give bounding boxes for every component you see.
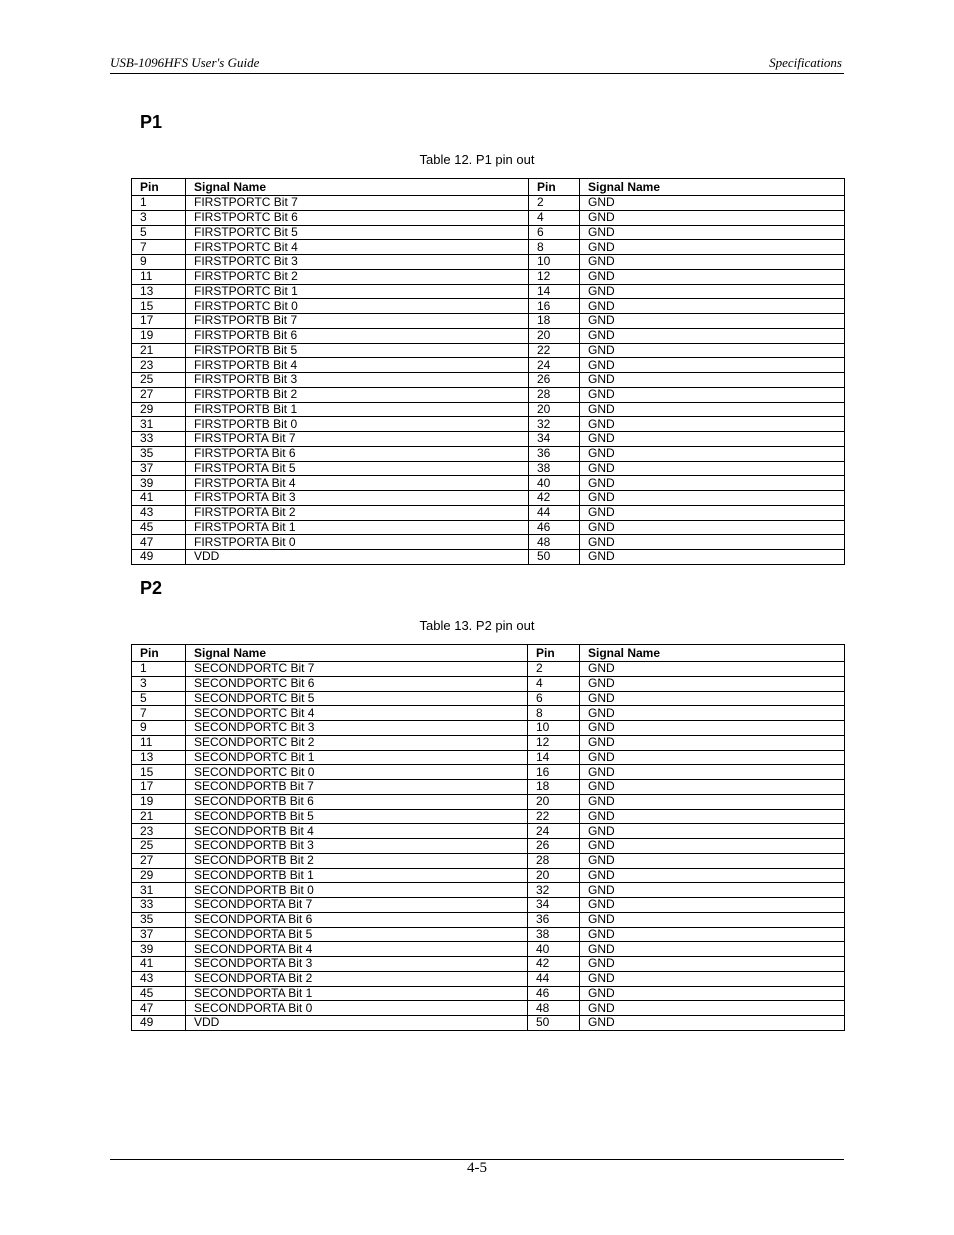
table-caption-p1: Table 12. P1 pin out <box>419 152 535 167</box>
pin-cell: 29 <box>132 868 186 883</box>
signal-name-cell: GND <box>580 927 845 942</box>
table-row <box>132 1001 845 1016</box>
signal-name-cell: VDD <box>186 550 529 565</box>
table-row <box>132 476 845 491</box>
pin-cell: 27 <box>132 387 186 402</box>
pin-cell: 40 <box>529 476 580 491</box>
signal-name-cell: GND <box>580 491 845 506</box>
pin-cell: 24 <box>529 358 580 373</box>
signal-name-cell: SECONDPORTA Bit 1 <box>186 986 528 1001</box>
signal-name-cell: SECONDPORTA Bit 4 <box>186 942 528 957</box>
signal-name-cell: GND <box>580 676 845 691</box>
pin-cell: 19 <box>132 794 186 809</box>
pin-cell: 21 <box>132 343 186 358</box>
pin-cell: 40 <box>528 942 580 957</box>
pin-cell: 9 <box>132 255 186 270</box>
table-row <box>132 520 845 535</box>
table-row <box>132 662 845 677</box>
table-row <box>132 780 845 795</box>
signal-name-cell: GND <box>580 898 845 913</box>
pin-cell: 1 <box>132 196 186 211</box>
table-row <box>132 269 845 284</box>
pin-cell: 13 <box>132 284 186 299</box>
pin-cell: 20 <box>528 868 580 883</box>
pin-cell: 8 <box>528 706 580 721</box>
table-row <box>132 255 845 270</box>
pin-cell: 7 <box>132 240 186 255</box>
table-row <box>132 402 845 417</box>
pin-cell: 39 <box>132 476 186 491</box>
pin-cell: 10 <box>529 255 580 270</box>
pin-cell: 26 <box>529 373 580 388</box>
signal-name-cell: FIRSTPORTA Bit 2 <box>186 505 529 520</box>
pin-cell: 12 <box>529 269 580 284</box>
column-header-pin: Pin <box>132 179 186 196</box>
signal-name-cell: SECONDPORTB Bit 6 <box>186 794 528 809</box>
pin-cell: 36 <box>529 446 580 461</box>
signal-name-cell: GND <box>580 299 845 314</box>
signal-name-cell: GND <box>580 1016 845 1031</box>
pin-cell: 11 <box>132 735 186 750</box>
pin-cell: 6 <box>528 691 580 706</box>
signal-name-cell: GND <box>580 853 845 868</box>
pin-cell: 7 <box>132 706 186 721</box>
signal-name-cell: FIRSTPORTC Bit 3 <box>186 255 529 270</box>
signal-name-cell: SECONDPORTA Bit 6 <box>186 912 528 927</box>
signal-name-cell: GND <box>580 868 845 883</box>
pin-cell: 39 <box>132 942 186 957</box>
table-row <box>132 550 845 565</box>
pin-cell: 10 <box>528 721 580 736</box>
signal-name-cell: SECONDPORTB Bit 1 <box>186 868 528 883</box>
pin-cell: 43 <box>132 505 186 520</box>
pin-cell: 44 <box>529 505 580 520</box>
signal-name-cell: SECONDPORTC Bit 0 <box>186 765 528 780</box>
table-row <box>132 491 845 506</box>
signal-name-cell: GND <box>580 520 845 535</box>
pin-cell: 13 <box>132 750 186 765</box>
signal-name-cell: FIRSTPORTB Bit 4 <box>186 358 529 373</box>
pin-cell: 1 <box>132 662 186 677</box>
pin-cell: 28 <box>529 387 580 402</box>
pin-cell: 48 <box>529 535 580 550</box>
pin-cell: 15 <box>132 299 186 314</box>
pin-cell: 17 <box>132 780 186 795</box>
signal-name-cell: SECONDPORTC Bit 6 <box>186 676 528 691</box>
signal-name-cell: SECONDPORTC Bit 4 <box>186 706 528 721</box>
column-header-pin: Pin <box>132 645 186 662</box>
pin-cell: 29 <box>132 402 186 417</box>
table-row <box>132 794 845 809</box>
pin-cell: 43 <box>132 971 186 986</box>
table-row <box>132 691 845 706</box>
table-header-row <box>132 179 845 196</box>
signal-name-cell: GND <box>580 255 845 270</box>
table-row <box>132 765 845 780</box>
table-row <box>132 373 845 388</box>
section-heading-p2: P2 <box>140 578 163 598</box>
running-header-section: Specifications <box>769 55 842 70</box>
pin-cell: 33 <box>132 432 186 447</box>
signal-name-cell: SECONDPORTA Bit 7 <box>186 898 528 913</box>
signal-name-cell: GND <box>580 662 845 677</box>
signal-name-cell: GND <box>580 824 845 839</box>
signal-name-cell: FIRSTPORTA Bit 0 <box>186 535 529 550</box>
pin-cell: 41 <box>132 957 186 972</box>
table-row <box>132 721 845 736</box>
pin-cell: 35 <box>132 446 186 461</box>
table-row <box>132 196 845 211</box>
signal-name-cell: FIRSTPORTC Bit 7 <box>186 196 529 211</box>
signal-name-cell: SECONDPORTA Bit 3 <box>186 957 528 972</box>
signal-name-cell: FIRSTPORTA Bit 4 <box>186 476 529 491</box>
table-row <box>132 883 845 898</box>
signal-name-cell: FIRSTPORTB Bit 0 <box>186 417 529 432</box>
pin-cell: 12 <box>528 735 580 750</box>
signal-name-cell: GND <box>580 912 845 927</box>
table-row <box>132 957 845 972</box>
table-row <box>132 853 845 868</box>
signal-name-cell: FIRSTPORTC Bit 0 <box>186 299 529 314</box>
signal-name-cell: GND <box>580 550 845 565</box>
column-header-signal-name: Signal Name <box>580 645 845 662</box>
signal-name-cell: SECONDPORTC Bit 1 <box>186 750 528 765</box>
table-row <box>132 706 845 721</box>
table-row <box>132 225 845 240</box>
pin-cell: 41 <box>132 491 186 506</box>
signal-name-cell: GND <box>580 417 845 432</box>
signal-name-cell: GND <box>580 446 845 461</box>
table-row <box>132 446 845 461</box>
table-row <box>132 1016 845 1031</box>
pin-cell: 15 <box>132 765 186 780</box>
table-row <box>132 461 845 476</box>
pin-cell: 5 <box>132 691 186 706</box>
table-row <box>132 417 845 432</box>
pin-cell: 25 <box>132 839 186 854</box>
signal-name-cell: GND <box>580 373 845 388</box>
signal-name-cell: FIRSTPORTC Bit 1 <box>186 284 529 299</box>
pin-cell: 26 <box>528 839 580 854</box>
pin-cell: 33 <box>132 898 186 913</box>
signal-name-cell: FIRSTPORTA Bit 6 <box>186 446 529 461</box>
pin-cell: 37 <box>132 927 186 942</box>
table-row <box>132 535 845 550</box>
pin-cell: 6 <box>529 225 580 240</box>
pin-cell: 22 <box>529 343 580 358</box>
pin-cell: 2 <box>528 662 580 677</box>
signal-name-cell: GND <box>580 240 845 255</box>
table-row <box>132 358 845 373</box>
table-header-row <box>132 645 845 662</box>
table-row <box>132 898 845 913</box>
running-header-title: USB-1096HFS User's Guide <box>110 55 260 70</box>
signal-name-cell: FIRSTPORTC Bit 6 <box>186 210 529 225</box>
signal-name-cell: GND <box>580 284 845 299</box>
pin-cell: 22 <box>528 809 580 824</box>
pin-cell: 4 <box>529 210 580 225</box>
pin-cell: 18 <box>528 780 580 795</box>
pin-cell: 47 <box>132 1001 186 1016</box>
table-row <box>132 750 845 765</box>
column-header-signal-name: Signal Name <box>580 179 845 196</box>
table-row <box>132 986 845 1001</box>
pin-cell: 16 <box>528 765 580 780</box>
pin-cell: 50 <box>528 1016 580 1031</box>
signal-name-cell: GND <box>580 505 845 520</box>
signal-name-cell: FIRSTPORTA Bit 3 <box>186 491 529 506</box>
signal-name-cell: SECONDPORTC Bit 3 <box>186 721 528 736</box>
pin-cell: 46 <box>528 986 580 1001</box>
pin-cell: 23 <box>132 824 186 839</box>
signal-name-cell: GND <box>580 942 845 957</box>
table-row <box>132 676 845 691</box>
pin-cell: 2 <box>529 196 580 211</box>
signal-name-cell: GND <box>580 809 845 824</box>
signal-name-cell: GND <box>580 957 845 972</box>
table-row <box>132 927 845 942</box>
pin-cell: 34 <box>529 432 580 447</box>
pin-cell: 45 <box>132 520 186 535</box>
column-header-signal-name: Signal Name <box>186 179 529 196</box>
signal-name-cell: GND <box>580 721 845 736</box>
pin-cell: 50 <box>529 550 580 565</box>
pin-cell: 32 <box>529 417 580 432</box>
column-header-pin: Pin <box>528 645 580 662</box>
signal-name-cell: GND <box>580 691 845 706</box>
signal-name-cell: FIRSTPORTB Bit 7 <box>186 314 529 329</box>
table-row <box>132 314 845 329</box>
signal-name-cell: GND <box>580 535 845 550</box>
table-row <box>132 387 845 402</box>
pin-cell: 42 <box>528 957 580 972</box>
signal-name-cell: GND <box>580 706 845 721</box>
pin-cell: 17 <box>132 314 186 329</box>
table-row <box>132 809 845 824</box>
pin-cell: 20 <box>529 328 580 343</box>
signal-name-cell: SECONDPORTB Bit 5 <box>186 809 528 824</box>
table-caption-p2: Table 13. P2 pin out <box>419 618 535 633</box>
signal-name-cell: GND <box>580 476 845 491</box>
pin-cell: 46 <box>529 520 580 535</box>
page-number: 4-5 <box>467 1160 487 1176</box>
signal-name-cell: GND <box>580 883 845 898</box>
pin-cell: 28 <box>528 853 580 868</box>
table-row <box>132 505 845 520</box>
column-header-signal-name: Signal Name <box>186 645 528 662</box>
pin-cell: 38 <box>528 927 580 942</box>
pin-cell: 44 <box>528 971 580 986</box>
signal-name-cell: GND <box>580 314 845 329</box>
table-row <box>132 328 845 343</box>
pin-cell: 36 <box>528 912 580 927</box>
pin-cell: 21 <box>132 809 186 824</box>
signal-name-cell: SECONDPORTA Bit 2 <box>186 971 528 986</box>
signal-name-cell: SECONDPORTC Bit 7 <box>186 662 528 677</box>
pin-cell: 9 <box>132 721 186 736</box>
table-row <box>132 284 845 299</box>
pin-cell: 32 <box>528 883 580 898</box>
signal-name-cell: FIRSTPORTB Bit 2 <box>186 387 529 402</box>
pin-cell: 42 <box>529 491 580 506</box>
signal-name-cell: SECONDPORTB Bit 3 <box>186 839 528 854</box>
signal-name-cell: GND <box>580 358 845 373</box>
signal-name-cell: GND <box>580 839 845 854</box>
table-row <box>132 942 845 957</box>
pin-cell: 37 <box>132 461 186 476</box>
signal-name-cell: GND <box>580 750 845 765</box>
signal-name-cell: GND <box>580 780 845 795</box>
pin-cell: 23 <box>132 358 186 373</box>
signal-name-cell: GND <box>580 328 845 343</box>
signal-name-cell: FIRSTPORTC Bit 4 <box>186 240 529 255</box>
signal-name-cell: GND <box>580 387 845 402</box>
signal-name-cell: SECONDPORTA Bit 5 <box>186 927 528 942</box>
table-row <box>132 912 845 927</box>
pin-cell: 11 <box>132 269 186 284</box>
pin-cell: 35 <box>132 912 186 927</box>
pin-cell: 4 <box>528 676 580 691</box>
pin-cell: 31 <box>132 883 186 898</box>
signal-name-cell: GND <box>580 269 845 284</box>
pin-cell: 3 <box>132 210 186 225</box>
column-header-pin: Pin <box>529 179 580 196</box>
pin-cell: 20 <box>529 402 580 417</box>
table-row <box>132 868 845 883</box>
signal-name-cell: FIRSTPORTB Bit 6 <box>186 328 529 343</box>
signal-name-cell: VDD <box>186 1016 528 1031</box>
section-heading-p1: P1 <box>140 112 163 132</box>
pin-cell: 19 <box>132 328 186 343</box>
signal-name-cell: SECONDPORTB Bit 4 <box>186 824 528 839</box>
table-row <box>132 971 845 986</box>
table-row <box>132 299 845 314</box>
signal-name-cell: FIRSTPORTA Bit 7 <box>186 432 529 447</box>
pin-cell: 45 <box>132 986 186 1001</box>
pin-cell: 25 <box>132 373 186 388</box>
signal-name-cell: FIRSTPORTB Bit 3 <box>186 373 529 388</box>
pin-cell: 34 <box>528 898 580 913</box>
pinout-table-p2 <box>131 644 845 1031</box>
pin-cell: 14 <box>528 750 580 765</box>
table-row <box>132 839 845 854</box>
signal-name-cell: GND <box>580 461 845 476</box>
signal-name-cell: GND <box>580 402 845 417</box>
table-row <box>132 735 845 750</box>
pin-cell: 3 <box>132 676 186 691</box>
signal-name-cell: SECONDPORTC Bit 2 <box>186 735 528 750</box>
signal-name-cell: FIRSTPORTC Bit 5 <box>186 225 529 240</box>
signal-name-cell: GND <box>580 986 845 1001</box>
table-row <box>132 240 845 255</box>
signal-name-cell: GND <box>580 765 845 780</box>
signal-name-cell: FIRSTPORTC Bit 2 <box>186 269 529 284</box>
pin-cell: 14 <box>529 284 580 299</box>
signal-name-cell: FIRSTPORTA Bit 1 <box>186 520 529 535</box>
signal-name-cell: GND <box>580 735 845 750</box>
header-rule <box>110 73 844 74</box>
pin-cell: 31 <box>132 417 186 432</box>
signal-name-cell: SECONDPORTA Bit 0 <box>186 1001 528 1016</box>
table-row <box>132 210 845 225</box>
pin-cell: 20 <box>528 794 580 809</box>
pinout-table-p1 <box>131 178 845 565</box>
signal-name-cell: SECONDPORTB Bit 0 <box>186 883 528 898</box>
pin-cell: 16 <box>529 299 580 314</box>
signal-name-cell: FIRSTPORTB Bit 5 <box>186 343 529 358</box>
signal-name-cell: GND <box>580 432 845 447</box>
pin-cell: 5 <box>132 225 186 240</box>
signal-name-cell: SECONDPORTB Bit 7 <box>186 780 528 795</box>
signal-name-cell: GND <box>580 196 845 211</box>
pin-cell: 49 <box>132 550 186 565</box>
signal-name-cell: GND <box>580 1001 845 1016</box>
pin-cell: 38 <box>529 461 580 476</box>
signal-name-cell: GND <box>580 225 845 240</box>
signal-name-cell: GND <box>580 794 845 809</box>
signal-name-cell: GND <box>580 971 845 986</box>
signal-name-cell: FIRSTPORTA Bit 5 <box>186 461 529 476</box>
table-row <box>132 343 845 358</box>
pin-cell: 18 <box>529 314 580 329</box>
signal-name-cell: FIRSTPORTB Bit 1 <box>186 402 529 417</box>
table-row <box>132 432 845 447</box>
pin-cell: 49 <box>132 1016 186 1031</box>
table-row <box>132 824 845 839</box>
signal-name-cell: SECONDPORTB Bit 2 <box>186 853 528 868</box>
pin-cell: 8 <box>529 240 580 255</box>
signal-name-cell: GND <box>580 343 845 358</box>
signal-name-cell: GND <box>580 210 845 225</box>
pin-cell: 48 <box>528 1001 580 1016</box>
pin-cell: 47 <box>132 535 186 550</box>
pin-cell: 27 <box>132 853 186 868</box>
signal-name-cell: SECONDPORTC Bit 5 <box>186 691 528 706</box>
pin-cell: 24 <box>528 824 580 839</box>
